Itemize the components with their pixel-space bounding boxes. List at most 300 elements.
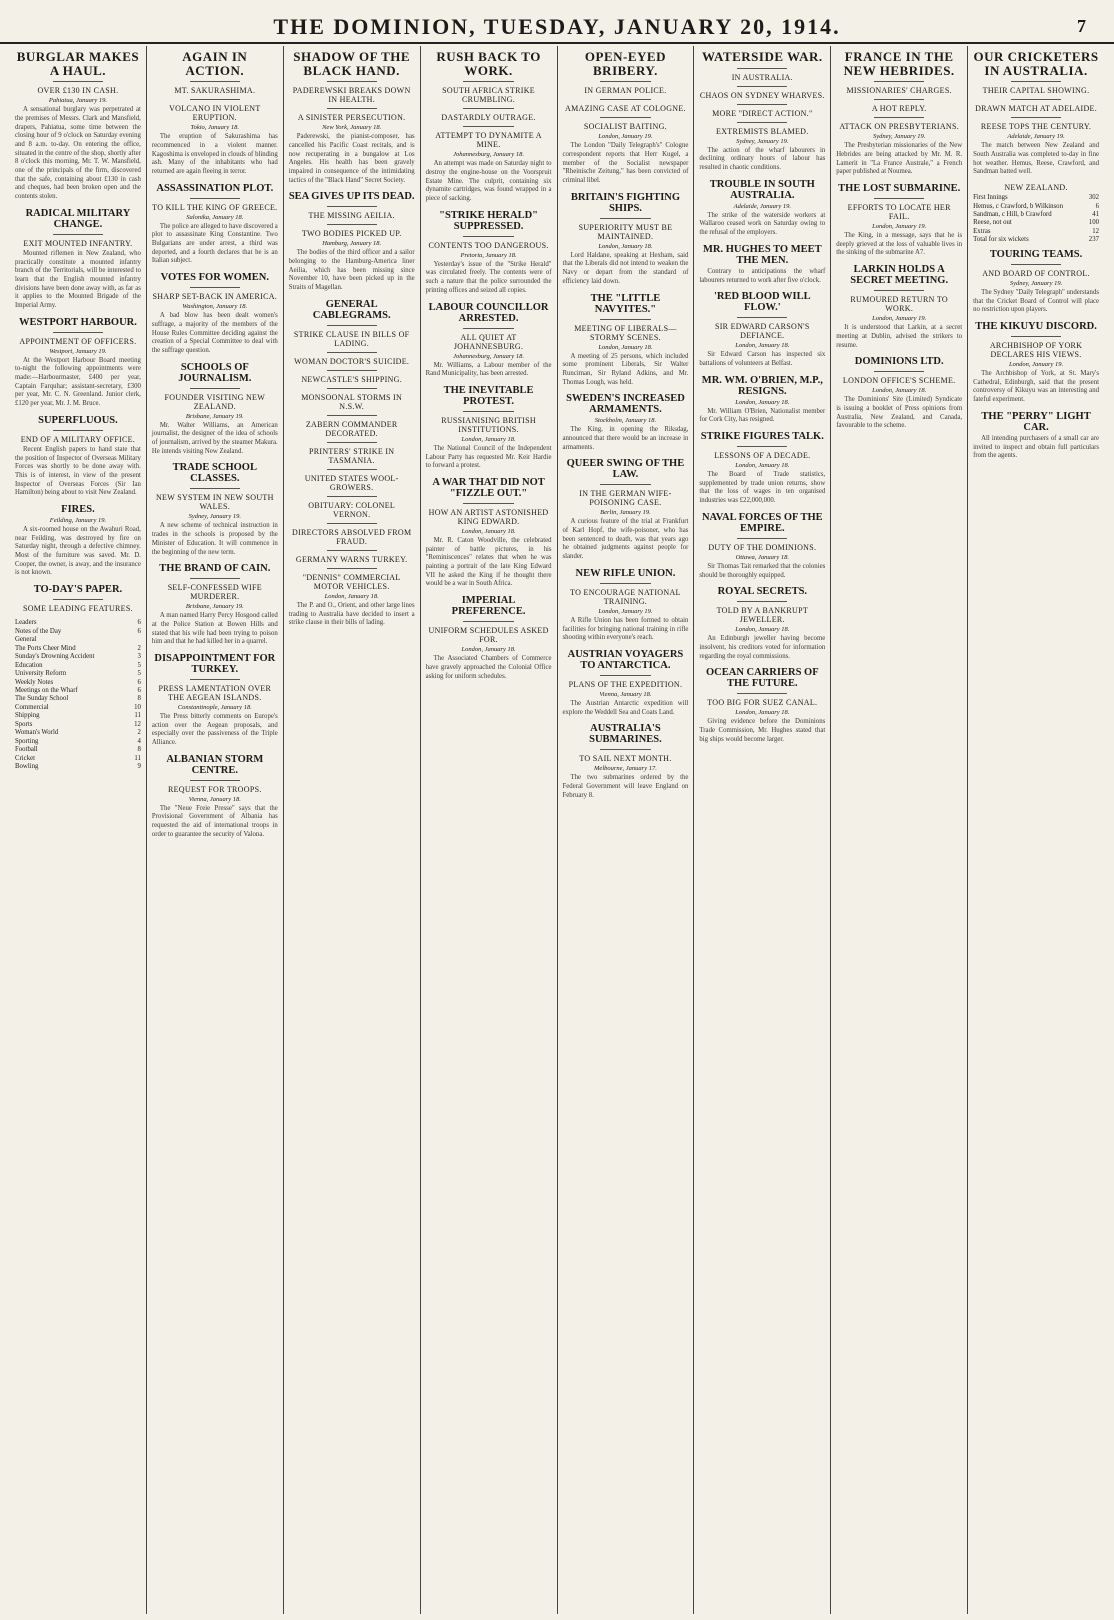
- contents-row: [15, 738, 141, 746]
- contents-row: [15, 662, 141, 670]
- article-body: The Press bitterly comments on Europe's action over the Aegean proposals, and especially over the passiveness of the Triple Alliance.: [151, 712, 278, 747]
- article: [152, 462, 278, 557]
- article-subheading: AND BOARD OF CONTROL.: [982, 268, 1090, 278]
- article-subheading: LONDON OFFICE'S SCHEME.: [842, 376, 956, 386]
- contents-row: [15, 704, 141, 712]
- article-dateline: Brisbane, January 19.: [185, 603, 244, 611]
- article-dateline: London, January 18.: [735, 462, 790, 470]
- contents-label: Shipping: [15, 712, 40, 720]
- article-body: An Edinburgh jeweller having become insolvent, his creditors voted for information regarding the royal commissions.: [699, 635, 826, 660]
- divider-rule: [600, 749, 650, 750]
- article-headline: MR. HUGHES TO MEET THE MEN.: [702, 243, 822, 266]
- contents-label: Sporting: [15, 737, 39, 745]
- divider-rule: [327, 352, 377, 353]
- contents-page: 6: [137, 687, 141, 694]
- contents-label: Notes of the Day: [15, 627, 62, 635]
- article-headline: ASSASSINATION PLOT.: [156, 182, 274, 194]
- article-headline: TOURING TEAMS.: [989, 248, 1083, 260]
- article: [836, 183, 962, 258]
- article: [426, 210, 552, 296]
- runs-value: 12: [1092, 227, 1099, 235]
- article-headline: AGAIN IN ACTION.: [182, 49, 248, 78]
- divider-rule: [327, 496, 377, 497]
- divider-rule: [600, 583, 650, 584]
- article-subheading: A SINISTER PERSECUTION.: [297, 113, 406, 123]
- batsman-name: Hemus, c Crawford, b Wilkinson: [973, 202, 1063, 210]
- article: [289, 50, 415, 185]
- article-body: Mr. Walter Williams, an American journalist, the designer of the idea of schools of journalism, arrived by the steamer Makura. He intends visiting New Zealand.: [151, 421, 278, 455]
- article-subheading: IN AUSTRALIA.: [731, 72, 793, 82]
- article-body: A man named Harry Percy Hosgood called at the Police Station at Bowen Hills and stated that his wife had been trying to poison him and that he had killed her in a quarrel.: [151, 612, 278, 646]
- score-row: [973, 219, 1099, 227]
- divider-rule: [327, 108, 377, 109]
- article-headline: OPEN-EYED BRIBERY.: [584, 49, 666, 78]
- contents-page: 5: [137, 670, 141, 678]
- divider-rule: [737, 538, 787, 539]
- score-row: [973, 211, 1099, 219]
- article-subheading: DASTARDLY OUTRAGE.: [441, 113, 536, 123]
- article: [152, 50, 278, 177]
- divider-rule: [190, 780, 240, 781]
- article-subheading: MISSIONARIES' CHARGES.: [846, 86, 952, 96]
- divider-rule: [190, 578, 240, 579]
- divider-rule: [327, 550, 377, 551]
- article-headline: THE KIKUYU DISCORD.: [975, 321, 1097, 333]
- article-body: The Austrian Antarctic expedition will explore the Weddell Sea and Coats Land.: [562, 699, 689, 716]
- article-subheading: FOUNDER VISITING NEW ZEALAND.: [164, 392, 266, 411]
- batsman-name: Reese, not out: [973, 219, 1012, 227]
- divider-rule: [327, 325, 377, 326]
- article-subheading: LESSONS OF A DECADE.: [714, 451, 811, 461]
- contents-row: [15, 695, 141, 703]
- contents-label: The Sunday School: [15, 695, 69, 703]
- contents-label: University Reform: [15, 670, 67, 678]
- article: [699, 291, 825, 368]
- article-dateline: Sydney, January 19.: [188, 513, 241, 521]
- article-subheading: ALL QUIET AT JOHANNESBURG.: [453, 332, 524, 351]
- article-subheading: APPOINTMENT OF OFFICERS.: [19, 336, 137, 346]
- article-subheading: DIRECTORS ABSOLVED FROM FRAUD.: [292, 527, 412, 546]
- article: [15, 584, 141, 613]
- article-body: The Dominions' Site (Limited) Syndicate is issuing a booklet of Press opinions from Australia, New Zealand, and Canada, favourable to the scheme.: [836, 396, 963, 430]
- article-subheading: MT. SAKURASHIMA.: [174, 86, 256, 96]
- article-subheading: ZABERN COMMANDER DECORATED.: [305, 419, 398, 438]
- article-subheading: PRESS LAMENTATION OVER THE AEGEAN ISLANDS.: [158, 683, 272, 702]
- contents-page: 3: [137, 653, 141, 661]
- article-headline: DOMINIONS LTD.: [854, 356, 944, 368]
- masthead: [0, 0, 1114, 44]
- divider-rule: [463, 236, 513, 237]
- article-subheading: NEW SYSTEM IN NEW SOUTH WALES.: [155, 493, 274, 512]
- article-subheading: REESE TOPS THE CENTURY.: [980, 122, 1092, 132]
- article-dateline: Adelaide, January 19.: [1007, 133, 1065, 141]
- article-dateline: London, January 18.: [735, 626, 790, 634]
- article-subheading: UNITED STATES WOOL-GROWERS.: [304, 473, 399, 492]
- article: [563, 723, 689, 800]
- article-headline: WATERSIDE WAR.: [701, 49, 823, 64]
- article-dateline: Pretoria, January 18.: [460, 251, 517, 259]
- article-dateline: London, January 18.: [461, 528, 516, 536]
- divider-rule: [463, 503, 513, 504]
- divider-rule: [600, 675, 650, 676]
- article: [426, 50, 552, 204]
- article-subheading: THEIR CAPITAL SHOWING.: [982, 86, 1090, 96]
- article: [426, 302, 552, 379]
- contents-row: [15, 729, 141, 737]
- divider-rule: [1011, 81, 1061, 82]
- article: [15, 504, 141, 578]
- article-headline: RADICAL MILITARY CHANGE.: [25, 207, 131, 230]
- article: [699, 431, 825, 506]
- article-dateline: London, January 19.: [598, 607, 653, 615]
- article-subheading: IN THE GERMAN WIFE-POISONING CASE.: [579, 489, 672, 508]
- article-body: The two submarines ordered by the Federal Government will leave England on February 8.: [562, 774, 689, 799]
- article-body: The Associated Chambers of Commerce have gravely approached the Colonial Office asking for uniform schedules.: [425, 655, 552, 680]
- article: [152, 183, 278, 266]
- article-headline: OUR CRICKETERS IN AUSTRALIA.: [973, 49, 1099, 78]
- article-headline: ROYAL SECRETS.: [717, 586, 808, 598]
- contents-label: Meetings on the Wharf: [15, 687, 78, 694]
- article: [15, 415, 141, 498]
- contents-row: [15, 687, 141, 695]
- article-dateline: Vienna, January 18.: [599, 690, 652, 698]
- divider-rule: [737, 317, 787, 318]
- contents-label: General: [15, 636, 37, 644]
- article-dateline: London, January 18.: [735, 342, 790, 350]
- article-headline: IMPERIAL PREFERENCE.: [451, 595, 526, 618]
- article-subheading: WOMAN DOCTOR'S SUICIDE.: [294, 356, 410, 366]
- article-body: A curious feature of the trial at Frankfurt of Karl Hopf, the wife-poisoner, who has been sentenced to death, was that years ago he obtained judgments against people for slander.: [562, 518, 689, 561]
- contents-row: [15, 670, 141, 678]
- article-subheading: HOW AN ARTIST ASTONISHED KING EDWARD.: [428, 508, 549, 527]
- article-headline: RUSH BACK TO WORK.: [436, 49, 541, 78]
- article-subheading: TOLD BY A BANKRUPT JEWELLER.: [716, 606, 809, 625]
- divider-rule: [327, 206, 377, 207]
- article-headline: TO-DAY'S PAPER.: [33, 584, 123, 596]
- divider-rule: [53, 430, 103, 431]
- divider-rule: [190, 81, 240, 82]
- divider-rule: [463, 126, 513, 127]
- divider-rule: [327, 568, 377, 569]
- article-headline: GENERAL CABLEGRAMS.: [312, 298, 391, 321]
- article-headline: NAVAL FORCES OF THE EMPIRE.: [701, 511, 823, 534]
- article-subheading: CONTENTS TOO DANGEROUS.: [428, 240, 549, 250]
- article-subheading: TO ENCOURAGE NATIONAL TRAINING.: [570, 587, 681, 606]
- article-headline: STRIKE FIGURES TALK.: [700, 431, 824, 443]
- article-subheading: THE MISSING AEILIA.: [308, 211, 395, 221]
- divider-rule: [874, 198, 924, 199]
- column-4: [421, 46, 558, 1614]
- article: [563, 50, 689, 186]
- article: [699, 667, 825, 744]
- article-headline: THE "PERRY" LIGHT CAR.: [981, 410, 1091, 433]
- divider-rule: [600, 117, 650, 118]
- article-dateline: London, January 18.: [461, 435, 516, 443]
- article-headline: FRANCE IN THE NEW HEBRIDES.: [843, 49, 955, 78]
- article-body: The Sydney "Daily Telegraph" understands that the Cricket Board of Control will place no restriction upon players.: [973, 288, 1099, 314]
- runs-value: 100: [1088, 219, 1099, 227]
- article-headline: QUEER SWING OF THE LAW.: [566, 458, 685, 481]
- runs-value: 237: [1088, 236, 1099, 244]
- article: [15, 208, 141, 311]
- divider-rule: [327, 469, 377, 470]
- article-headline: BRITAIN'S FIGHTING SHIPS.: [570, 191, 681, 214]
- article: [289, 191, 415, 292]
- runs-value: 302: [1088, 194, 1099, 202]
- article-dateline: Westport, January 19.: [49, 347, 107, 355]
- article-dateline: Sydney, January 19.: [1009, 279, 1063, 287]
- divider-rule: [874, 99, 924, 100]
- article-headline: AUSTRALIA'S SUBMARINES.: [589, 723, 662, 746]
- contents-row: [15, 746, 141, 754]
- divider-rule: [874, 81, 924, 82]
- article-subheading: SIR EDWARD CARSON'S DEFIANCE.: [714, 322, 810, 341]
- article: [699, 244, 825, 285]
- article-headline: OCEAN CARRIERS OF THE FUTURE.: [706, 667, 819, 690]
- article: [15, 317, 141, 409]
- divider-rule: [737, 601, 787, 602]
- article: [973, 50, 1099, 177]
- article: [426, 385, 552, 471]
- article: [426, 595, 552, 681]
- article-dateline: Johannesburg, January 18.: [453, 352, 524, 360]
- article-headline: SWEDEN'S INCREASED ARMAMENTS.: [566, 393, 685, 416]
- article-dateline: London, January 19.: [598, 133, 653, 141]
- article-headline: LABOUR COUNCILLOR ARRESTED.: [428, 301, 549, 324]
- article-subheading: SOUTH AFRICA STRIKE CRUMBLING.: [442, 86, 535, 105]
- article-subheading: RUMOURED RETURN TO WORK.: [850, 295, 948, 314]
- article-body: The Board of Trade statistics, supplemented by trade union returns, show that the loss of wages in ten organised industries was £22,000,000.: [699, 471, 826, 505]
- contents-label: The Ports Cheer Mind: [15, 644, 76, 652]
- score-row: [973, 236, 1099, 244]
- contents-label: Sunday's Drowning Accident: [15, 653, 95, 661]
- article: [15, 50, 141, 202]
- contents-page: 8: [137, 695, 141, 703]
- article-headline: THE INEVITABLE PROTEST.: [443, 384, 534, 407]
- article-body: Mr. Williams, a Labour member of the Rand Municipality, has been arrested.: [425, 361, 552, 378]
- contents-row: [15, 645, 141, 653]
- divider-rule: [600, 99, 650, 100]
- article-subheading: CHAOS ON SYDNEY WHARVES.: [699, 90, 825, 100]
- article-subheading: ATTEMPT TO DYNAMITE A MINE.: [435, 131, 542, 150]
- contents-page: 8: [137, 746, 141, 754]
- article-subheading: SHARP SET-BACK IN AMERICA.: [152, 292, 278, 302]
- divider-rule: [737, 68, 787, 69]
- article: [836, 264, 962, 350]
- article: [699, 512, 825, 580]
- column-7: [831, 46, 968, 1614]
- article: [426, 477, 552, 589]
- article-subheading: TOO BIG FOR SUEZ CANAL.: [707, 698, 818, 708]
- article-body: The police are alleged to have discovered a plot to assassinate King Constantine. Two Bulgarians are under arrest, a third was deported, and a fourth declares that he is an Italian subject.: [151, 222, 278, 265]
- divider-rule: [190, 488, 240, 489]
- article-dateline: Pahiatua, January 19.: [48, 97, 107, 105]
- article-subheading: PRINTERS' STRIKE IN TASMANIA.: [309, 446, 395, 465]
- divider-rule: [1011, 264, 1061, 265]
- article-subheading: EFFORTS TO LOCATE HER FAIL.: [847, 203, 951, 222]
- article: [563, 458, 689, 561]
- divider-rule: [463, 411, 513, 412]
- article-subheading: EXTREMISTS BLAMED.: [716, 126, 809, 136]
- divider-rule: [463, 81, 513, 82]
- contents-page: 11: [134, 754, 141, 762]
- batsman-name: First Innings: [973, 194, 1008, 202]
- divider-rule: [190, 287, 240, 288]
- contents-label: Weekly Notes: [15, 678, 54, 686]
- contents-page: 5: [137, 661, 141, 669]
- article-body: Paderewski, the pianist-composer, has cancelled his Pacific Coast recitals, and is now recuperating in a bungalow at Los Angeles. His health has been gravely impaired in consequence of the intimidating tactics of the "Black Hand" Secret Society.: [288, 133, 415, 184]
- article-subheading: END OF A MILITARY OFFICE.: [20, 434, 136, 444]
- score-row: [973, 194, 1099, 202]
- article-headline: 'RED BLOOD WILL FLOW.': [713, 291, 811, 314]
- runs-value: 41: [1092, 211, 1099, 218]
- article-body: Recent English papers to hand state that the position of Inspector of Overseas Military Forces was shortly to be done away with. This is of interest, in view of the present Inspector of Overseas Forces (Sir Ian Hamilton) being about to visit New Zealand.: [15, 445, 141, 497]
- article-headline: THE LOST SUBMARINE.: [838, 183, 961, 195]
- article-dateline: Constantinople, January 18.: [177, 703, 252, 711]
- contents-page: 9: [137, 763, 141, 771]
- article-subheading: MEETING OF LIBERALS—STORMY SCENES.: [574, 323, 677, 342]
- article-dateline: Tokio, January 18.: [190, 124, 240, 132]
- divider-rule: [327, 523, 377, 524]
- divider-rule: [327, 224, 377, 225]
- divider-rule: [1011, 117, 1061, 118]
- article: [563, 393, 689, 452]
- divider-rule: [53, 599, 103, 600]
- contents-row: [15, 721, 141, 729]
- article-headline: TROUBLE IN SOUTH AUSTRALIA.: [709, 178, 815, 201]
- article-body: The "Neue Freie Presse" says that the Provisional Government of Albania has requested the aid of international troops in order to guarantee the security of Valona.: [151, 804, 278, 838]
- score-row: [973, 228, 1099, 236]
- divider-rule: [737, 446, 787, 447]
- article-body: Giving evidence before the Dominions Trade Commission, Mr. Hughes stated that big ships would become larger.: [699, 718, 826, 743]
- article-dateline: Feilding, January 19.: [49, 516, 107, 524]
- article-body: The King, in a message, says that he is deeply grieved at the loss of valuable lives in the sinking of the submarine A7.: [836, 232, 963, 257]
- article-body: Sir Thomas Tait remarked that the colonies should be thoroughly equipped.: [699, 562, 826, 579]
- article-headline: DISAPPOINTMENT FOR TURKEY.: [154, 652, 276, 675]
- article: [152, 754, 278, 840]
- article-body: The match between New Zealand and South Australia was completed to-day in fine hot weather. Hemus, Reese, Crawford, and Sandman batted well.: [973, 142, 1099, 176]
- article: [973, 249, 1099, 315]
- article-headline: MR. WM. O'BRIEN, M.P., RESIGNS.: [701, 374, 823, 397]
- article-body: The strike of the waterside workers at Wallaroo ceased work on Saturday owing to the refusal of the employers.: [699, 211, 826, 237]
- article-subheading: OVER £130 IN CASH.: [37, 86, 119, 96]
- article: [563, 192, 689, 287]
- article: [563, 649, 689, 717]
- divider-rule: [463, 108, 513, 109]
- article-dateline: Johannesburg, January 18.: [453, 151, 524, 159]
- article-body: The P. and O., Orient, and other large lines trading to Australia have decided to insert a strike clause in their bills of lading.: [288, 601, 415, 627]
- contents-page: 4: [137, 737, 141, 745]
- contents-row: [15, 712, 141, 720]
- article-subheading: TO KILL THE KING OF GREECE.: [152, 202, 278, 212]
- divider-rule: [874, 290, 924, 291]
- article-body: A six-roomed house on the Awahuri Road, near Feilding, was destroyed by fire on Saturday night, through a defective chimney. Most of the furniture was saved. Mr. D. Cooper, the owner, is away, and the insurance is not known.: [15, 525, 141, 577]
- article-subheading: SUPERIORITY MUST BE MAINTAINED.: [578, 222, 673, 241]
- contents-label: Cricket: [15, 754, 36, 762]
- score-row: [973, 203, 1099, 211]
- contents-label: Football: [15, 746, 38, 754]
- divider-rule: [190, 679, 240, 680]
- contents-page: 10: [134, 703, 141, 711]
- article-dateline: London, January 18.: [735, 709, 790, 717]
- article-subheading: AMAZING CASE AT COLOGNE.: [565, 104, 686, 114]
- article-body: A meeting of 25 persons, which included some prominent Liberals, Sir Walter Runciman, Sir Ryland Adkins, and Mr. Thomas Lough, was held.: [562, 352, 689, 386]
- divider-rule: [737, 122, 787, 123]
- article-headline: "STRIKE HERALD" SUPPRESSED.: [439, 209, 538, 232]
- article-headline: ALBANIAN STORM CENTRE.: [166, 753, 264, 776]
- article-dateline: London, January 19.: [872, 223, 927, 231]
- article-dateline: London, January 18.: [598, 343, 653, 351]
- column-2: [147, 46, 284, 1614]
- article: [973, 321, 1099, 405]
- article-body: A new scheme of technical instruction in trades in the schools is proposed by the Minister of Education. It will commence in the beginning of the new term.: [151, 522, 278, 556]
- article-subheading: SOME LEADING FEATURES.: [22, 604, 133, 614]
- article-dateline: Stockholm, January 18.: [594, 417, 657, 425]
- page-number: 7: [1077, 16, 1086, 36]
- divider-rule: [327, 442, 377, 443]
- article-subheading: EXIT MOUNTED INFANTRY.: [23, 238, 133, 248]
- divider-rule: [327, 370, 377, 371]
- article: [836, 50, 962, 177]
- divider-rule: [600, 319, 650, 320]
- article-headline: AUSTRIAN VOYAGERS TO ANTARCTICA.: [567, 648, 684, 671]
- article-dateline: London, January 18.: [461, 646, 516, 654]
- article-dateline: London, January 19.: [872, 315, 927, 323]
- divider-rule: [327, 81, 377, 82]
- article-subheading: GERMANY WARNS TURKEY.: [295, 554, 408, 564]
- contents-page: 6: [137, 678, 141, 686]
- batsman-name: Sandman, c Hill, b Crawford: [973, 211, 1052, 218]
- article-subheading: MORE "DIRECT ACTION.": [712, 108, 813, 118]
- divider-rule: [737, 104, 787, 105]
- article-body: At the Westport Harbour Board meeting to-night the following appointments were made:—Harbourmaster, £400 per year, Captain Farquhar; assistant-secretary, £300 per year, Mr. C. N. Greenland. Junior clerk, £120 per year, Mr. J. M. Bruce.: [15, 356, 141, 408]
- article-subheading: DRAWN MATCH AT ADELAIDE.: [975, 104, 1098, 114]
- article: [699, 179, 825, 238]
- article: [152, 362, 278, 457]
- article-dateline: Sydney, January 19.: [873, 133, 926, 141]
- article-body: An attempt was made on Saturday night to destroy the engine-house on the Voorspruit Estate Mine. The culprit, containing six dynamite cartridges, was found wrapped in a piece of sacking.: [425, 160, 552, 203]
- article-subheading: A HOT REPLY.: [871, 104, 927, 114]
- article-body: Contrary to anticipations the wharf labourers returned to work after five o'clock.: [699, 267, 826, 284]
- article-dateline: Salonika, January 18.: [186, 213, 244, 221]
- contents-label: Leaders: [15, 619, 37, 627]
- article-subheading: TO SAIL NEXT MONTH.: [579, 754, 672, 764]
- article-body: Mr. R. Caton Woodville, the celebrated painter of battle pictures, in his "Reminiscences" relates that when he was painting a portrait of the late King Edward VII he asked the King if he thought there would be a war in South Africa.: [425, 537, 552, 588]
- column-3: [284, 46, 421, 1614]
- divider-rule: [327, 415, 377, 416]
- article-headline: FIRES.: [61, 503, 95, 515]
- divider-rule: [53, 234, 103, 235]
- column-6: [694, 46, 831, 1614]
- article-body: The bodies of the third officer and a sailor belonging to the Hamburg-America liner Aeilia, which has been missing since November 10, have been picked up in the Straits of Magellan.: [288, 249, 415, 292]
- article-body: Mr. William O'Brien, Nationalist member for Cork City, has resigned.: [699, 407, 826, 424]
- article-body: The eruption of Sakurashima has recommenced in a violent manner. Kagoshima is enveloped in clouds of blinding ash. Many of the inhabitants who had returned are again fleeing in terror.: [151, 133, 278, 176]
- article-headline: A WAR THAT DID NOT "FIZZLE OUT.": [432, 477, 545, 500]
- divider-rule: [190, 388, 240, 389]
- article-body: A Rifle Union has been formed to obtain facilities for bringing national training in rifle shooting within everyone's reach.: [562, 616, 689, 642]
- contents-label: Sports: [15, 720, 33, 728]
- contents-list: [15, 619, 141, 772]
- article-subheading: IN GERMAN POLICE.: [584, 86, 667, 96]
- column-5: [558, 46, 695, 1614]
- article-subheading: NEWCASTLE'S SHIPPING.: [301, 374, 402, 384]
- article-dateline: London, January 19.: [1008, 361, 1064, 369]
- article-subheading: PADEREWSKI BREAKS DOWN IN HEALTH.: [292, 86, 411, 105]
- article-subheading: ARCHBISHOP OF YORK DECLARES HIS VIEWS.: [989, 341, 1083, 360]
- article-headline: LARKIN HOLDS A SECRET MEETING.: [850, 264, 949, 287]
- contents-label: Commercial: [15, 703, 49, 711]
- contents-row: [15, 636, 141, 644]
